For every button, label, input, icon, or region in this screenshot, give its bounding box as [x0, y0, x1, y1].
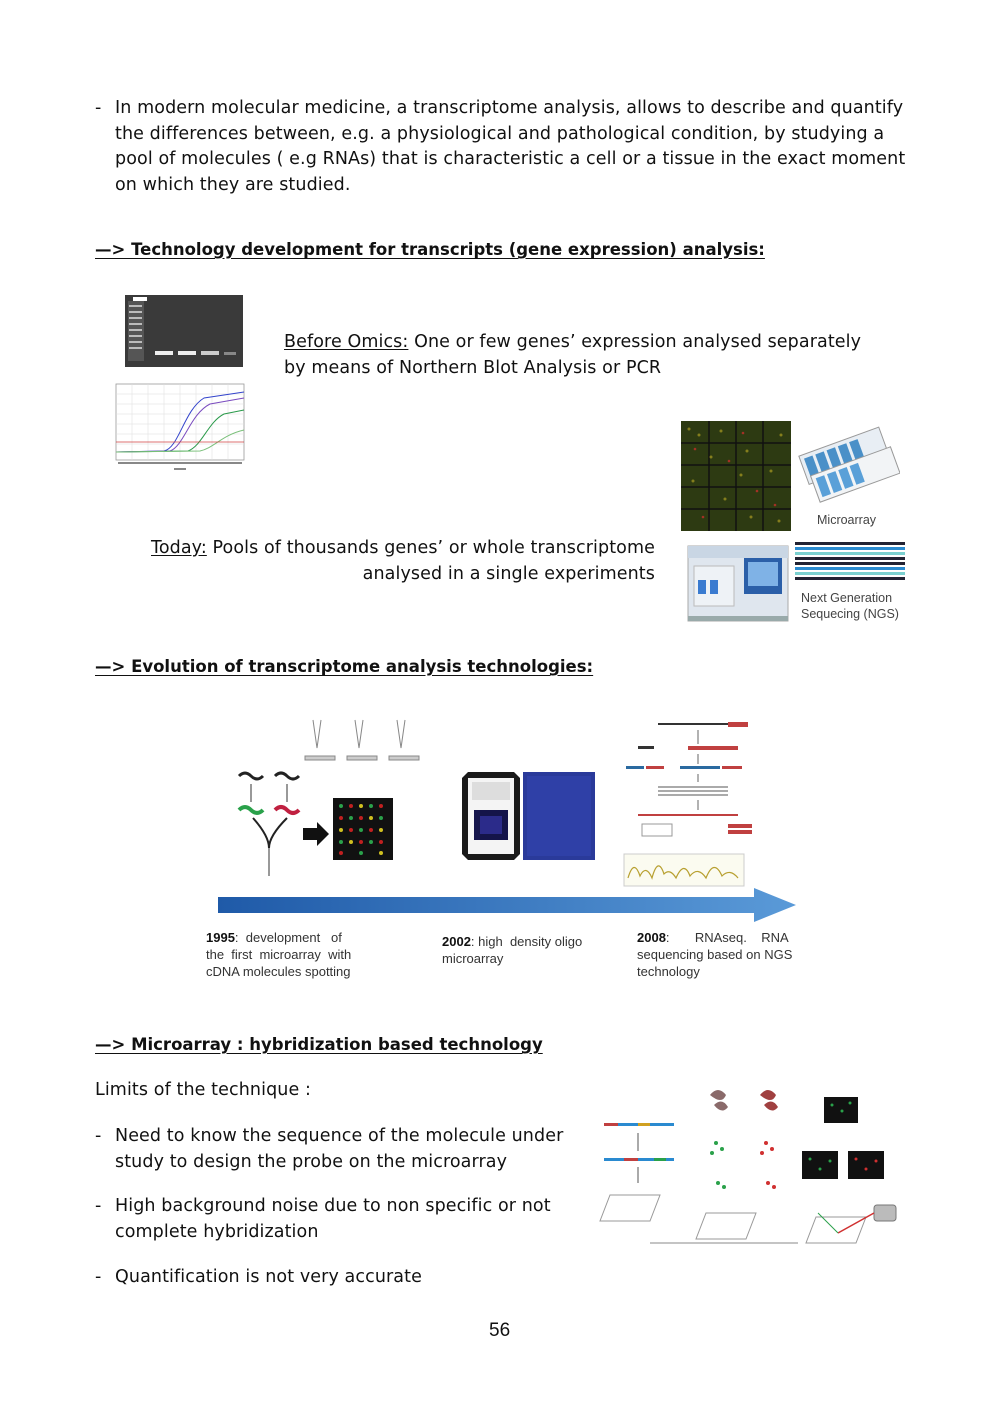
limits-title: Limits of the technique : [95, 1080, 311, 1100]
pcr-amplification-plot [104, 380, 256, 475]
bullet-dash: - [95, 1267, 102, 1287]
microarray-slides-image [795, 421, 900, 506]
cdna-microarray-diagram [225, 718, 425, 883]
before-omics-label: Before Omics: [284, 332, 409, 352]
today-description-line1: Pools of thousands genes’ or whole transcriptome [206, 538, 655, 558]
microarray-image [681, 421, 791, 531]
limit-item [95, 1265, 565, 1291]
event-year: 2008 [637, 930, 666, 945]
timeline-event-1995 [206, 929, 361, 980]
section-heading-technology: —> Technology development for transcripts (gene expression) analysis: [95, 240, 765, 259]
event-line1: : development of [234, 930, 342, 945]
limit-text: High background noise due to non specific or not complete hybridization [115, 1196, 551, 1242]
event-line3: technology [637, 964, 700, 979]
bullet-dash: - [95, 1196, 102, 1216]
before-omics-text [284, 330, 884, 381]
today-text [120, 536, 655, 587]
ngs-caption-line2: Sequecing (NGS) [801, 607, 899, 621]
ngs-machine-image [684, 536, 792, 626]
event-line2: microarray [442, 951, 504, 966]
today-description-line2: analysed in a single experiments [362, 563, 655, 584]
event-line1: : high density oligo [470, 934, 583, 949]
microarray-caption: Microarray [817, 513, 877, 527]
page-number: 56 [489, 1320, 511, 1341]
ngs-caption [801, 590, 899, 622]
ngs-sequence-reads-image [795, 540, 907, 584]
limit-text: Need to know the sequence of the molecule under study to design the probe on the microarray [115, 1126, 564, 1172]
event-line1: : RNAseq. RNA [665, 930, 789, 945]
intro-text: In modern molecular medicine, a transcriptome analysis, allows to describe and quantify the differences between, e.g. a physiological and pathological condition, by studying a pool of molecules ( e.g RNAs) that is characteristic a cell or a tissue in the exact moment on which they are studied. [115, 98, 906, 195]
timeline-event-2002 [442, 933, 602, 967]
ngs-caption-line1: Next Generation [801, 591, 893, 605]
limit-text: Quantification is not very accurate [115, 1267, 422, 1287]
event-year: 2002 [442, 934, 471, 949]
limit-item [95, 1124, 565, 1175]
spotted-array-image [333, 798, 393, 860]
timeline-event-2008 [637, 929, 797, 980]
intro-bullet [95, 96, 915, 198]
bullet-dash: - [95, 1126, 102, 1146]
section-heading-evolution: —> Evolution of transcriptome analysis technologies: [95, 657, 594, 676]
bullet-dash: - [95, 98, 102, 118]
event-line2: sequencing based on NGS [637, 947, 793, 962]
event-year: 1995 [206, 930, 235, 945]
before-omics-description: One or few genes’ expression analysed separately by means of Northern Blot Analysis or PCR [284, 332, 862, 378]
gel-electrophoresis-image [125, 295, 243, 367]
today-label: Today: [151, 538, 207, 558]
timeline-arrow [218, 888, 798, 922]
section-heading-microarray: —> Microarray : hybridization based technology [95, 1035, 543, 1054]
limit-item [95, 1194, 565, 1245]
event-line2: the first microarray with [206, 947, 352, 962]
oligo-array-scan-image [523, 772, 595, 860]
microarray-workflow-diagram [598, 1083, 903, 1255]
rnaseq-workflow-diagram [618, 718, 778, 888]
event-line3: cDNA molecules spotting [206, 964, 351, 979]
affymetrix-chip-image [462, 772, 520, 860]
